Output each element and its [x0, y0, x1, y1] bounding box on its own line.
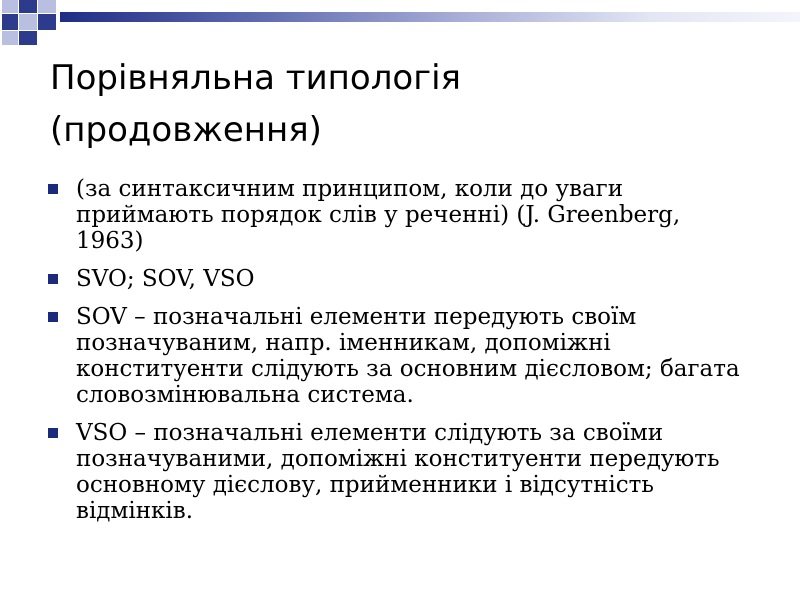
bullet-text: SVO; SOV, VSO — [76, 266, 255, 292]
bullet-list — [48, 176, 748, 536]
bullet-item — [48, 266, 748, 292]
slide-title — [50, 52, 770, 156]
bullet-item — [48, 176, 748, 254]
decor-square — [19, 31, 37, 45]
decor-square — [38, 0, 56, 13]
decor-square — [38, 14, 56, 30]
bullet-text: SOV – позначальні елементи передують своїм позначуваним, напр. іменникам, допоміжні конституенти слідують за основним дієсловом; багата словозмінювальна система. — [76, 304, 740, 408]
decor-square — [2, 14, 18, 30]
bullet-text: VSO – позначальні елементи слідують за своїми позначуваними, допоміжні конституенти передують основному дієслову, прийменники і відсутність відмінків. — [76, 420, 720, 524]
square-bullet-icon — [48, 274, 58, 284]
decor-square — [19, 14, 37, 30]
square-bullet-icon — [48, 312, 58, 322]
title-accent-bar — [60, 12, 800, 22]
slide-title-line1: Порівняльна типологія — [50, 58, 461, 98]
square-bullet-icon — [48, 184, 58, 194]
decor-square — [2, 0, 18, 13]
square-bullet-icon — [48, 428, 58, 438]
bullet-item — [48, 304, 748, 408]
decor-square — [2, 31, 18, 45]
decor-square — [19, 0, 37, 13]
slide-title-line2: (продовження) — [50, 110, 322, 150]
bullet-text: (за синтаксичним принципом, коли до уваги приймають порядок слів у реченні) (J. Greenberg, 1963) — [76, 176, 681, 254]
bullet-item — [48, 420, 748, 524]
